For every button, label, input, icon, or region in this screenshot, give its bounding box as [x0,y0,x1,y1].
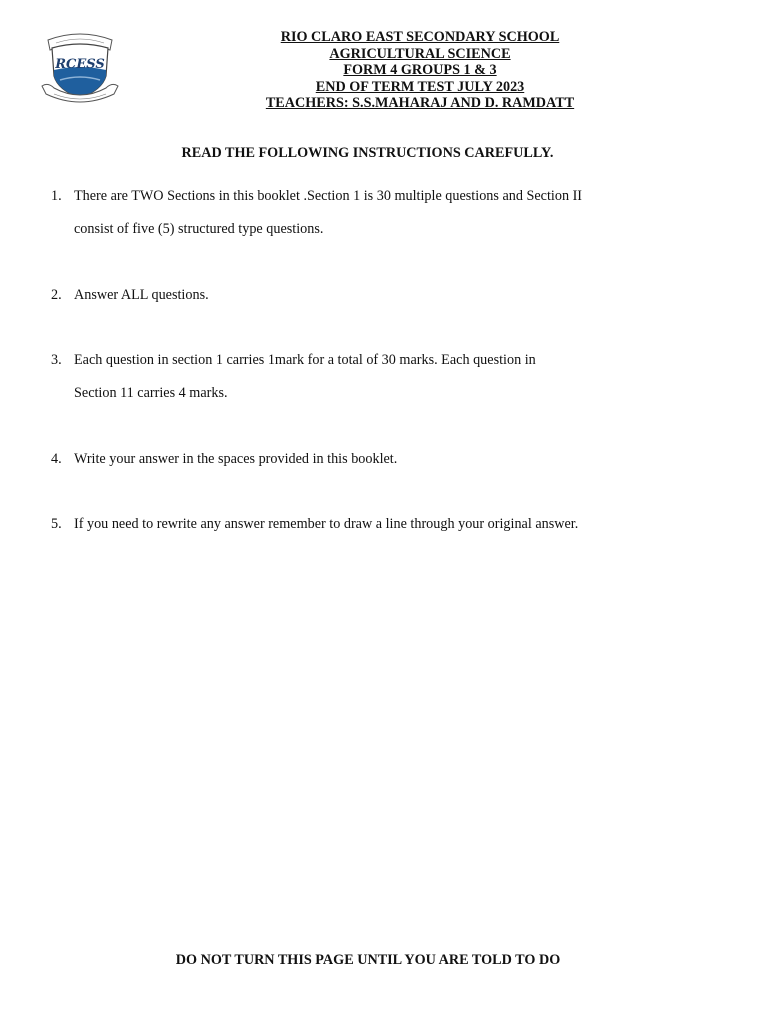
item-number: 2. [51,287,62,303]
school-name: RIO CLARO EAST SECONDARY SCHOOL [280,29,560,45]
test-title: END OF TERM TEST JULY 2023 [315,78,525,95]
item-text-line: There are TWO Sections in this booklet .Section 1 is 30 multiple questions and Section II [74,188,583,204]
instructions-heading: READ THE FOLLOWING INSTRUCTIONS CAREFULLY. [181,145,554,161]
item-text-line: Each question in section 1 carries 1mark for a total of 30 marks. Each question in [74,352,536,368]
school-crest-logo [40,30,120,106]
item-number: 5. [51,516,62,532]
item-text-line: Section 11 carries 4 marks. [74,385,228,401]
teachers-line: TEACHERS: S.S.MAHARAJ AND D. RAMDATT [265,95,575,111]
item-text-line: Answer ALL questions. [74,287,209,303]
item-text-line: consist of five (5) structured type questions. [74,221,324,237]
footer-notice: DO NOT TURN THIS PAGE UNTIL YOU ARE TOLD TO DO [175,952,561,968]
item-text-line: If you need to rewrite any answer remember to draw a line through your original answer. [74,516,579,532]
item-number: 1. [51,188,62,204]
form-groups: FORM 4 GROUPS 1 & 3 [343,62,497,78]
item-text-line: Write your answer in the spaces provided in this booklet. [74,451,398,467]
subject-title: AGRICULTURAL SCIENCE [329,45,511,62]
crest-graphic [40,30,120,106]
svg-text:RCESS: RCESS [55,57,105,72]
item-number: 3. [51,352,62,368]
item-number: 4. [51,451,62,467]
document-header [205,29,635,112]
